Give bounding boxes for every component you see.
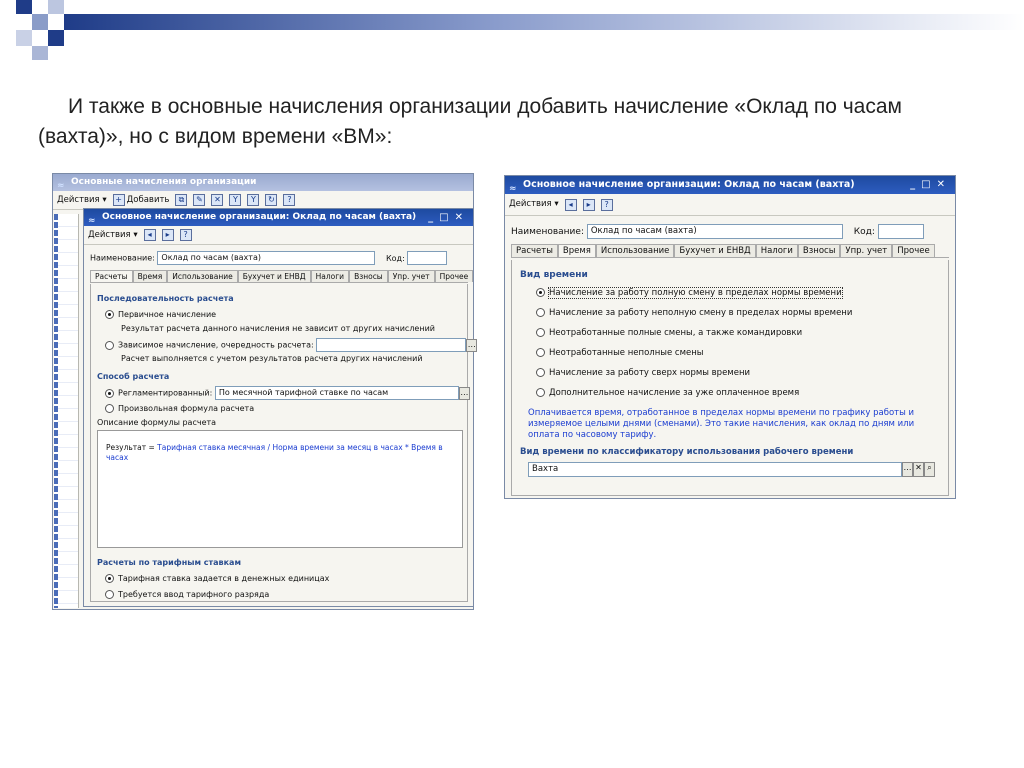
right-name-row (511, 224, 924, 239)
seq-section-title: Последовательность расчета (97, 294, 234, 303)
prev-icon[interactable]: ◂ (144, 229, 156, 241)
name-input[interactable]: Оклад по часам (вахта) (587, 224, 843, 239)
tab-management[interactable]: Упр. учет (840, 244, 892, 257)
time-option-label: Начисление за работу сверх нормы времени (549, 368, 751, 378)
select-button[interactable]: … (902, 462, 913, 477)
radio-icon (536, 308, 545, 317)
decor-square-6 (32, 46, 48, 60)
classifier-section-title: Вид времени по классификатору использования рабочего времени (520, 447, 854, 457)
prev-icon[interactable]: ◂ (565, 199, 577, 211)
list-column-bar (54, 214, 58, 608)
time-option-radio[interactable] (536, 348, 704, 358)
left-titlebar (84, 209, 473, 226)
tab-accounting[interactable]: Бухучет и ЕНВД (674, 244, 755, 257)
left-window-title: Основное начисление организации: Оклад по часам (вахта) (102, 212, 417, 222)
left-name-row (90, 251, 447, 265)
clear-icon[interactable]: ✕ (913, 462, 924, 477)
radio-icon (536, 368, 545, 377)
regulated-radio[interactable] (105, 386, 470, 400)
window-controls[interactable]: _□✕ (910, 179, 951, 190)
name-label: Наименование: (511, 227, 584, 237)
radio-icon (105, 590, 114, 599)
window-icon: ≈ (88, 216, 96, 226)
right-toolbar (505, 194, 955, 216)
code-input[interactable] (878, 224, 924, 239)
filter-off-icon[interactable]: Y (247, 194, 259, 206)
dependent-radio[interactable] (105, 338, 477, 352)
tab-accounting[interactable]: Бухучет и ЕНВД (238, 270, 311, 282)
decor-square-3 (48, 0, 64, 14)
window-controls[interactable]: _□✕ (428, 212, 469, 223)
bg-actions-label: Действия (57, 194, 100, 205)
left-form-window (83, 208, 474, 607)
tariff-money-label: Тарифная ставка задается в денежных единицах (118, 574, 330, 583)
decor-square-5 (48, 30, 64, 46)
code-input[interactable] (407, 251, 447, 265)
radio-selected-icon (105, 389, 114, 398)
right-actions-menu[interactable]: Действия ▾ (509, 199, 559, 209)
radio-icon (536, 388, 545, 397)
time-option-label: Дополнительное начисление за уже оплаченное время (549, 388, 800, 398)
left-tab-panel (90, 284, 476, 602)
code-label: Код: (385, 253, 405, 263)
left-toolbar (84, 226, 473, 245)
bg-add-button[interactable] (113, 191, 170, 210)
tab-time[interactable]: Время (558, 244, 596, 257)
left-actions-menu[interactable]: Действия ▾ (88, 229, 138, 240)
tab-taxes[interactable]: Налоги (756, 244, 798, 257)
radio-icon (105, 404, 114, 413)
window-icon: ≈ (509, 184, 517, 194)
select-button[interactable]: … (459, 387, 470, 400)
time-option-label: Начисление за работу полную смену в пределах нормы времени (549, 288, 842, 298)
bg-add-label: Добавить (126, 194, 170, 205)
time-description: Оплачивается время, отработанное в пределах нормы времени по графику работы и измеряемое целыми днями (сменами). Это такие начисления, как оклад по дням или оплата по часовому тарифу. (528, 408, 915, 440)
time-option-radio[interactable] (536, 388, 799, 398)
formula-box (97, 430, 463, 548)
tariff-section-title: Расчеты по тарифным ставкам (97, 558, 241, 567)
bg-window-title: Основные начисления организации (71, 177, 257, 187)
time-option-radio[interactable] (536, 368, 750, 378)
tab-calc[interactable]: Расчеты (511, 244, 558, 257)
regulated-input[interactable]: По месячной тарифной ставке по часам (215, 386, 459, 400)
tab-contributions[interactable]: Взносы (798, 244, 841, 257)
decor-square-1 (16, 0, 32, 14)
tariff-grade-label: Требуется ввод тарифного разряда (118, 590, 270, 599)
tab-calc[interactable]: Расчеты (90, 270, 133, 282)
filter-icon[interactable]: Y (229, 194, 241, 206)
radio-selected-icon (536, 288, 545, 297)
tab-taxes[interactable]: Налоги (311, 270, 349, 282)
radio-icon (536, 328, 545, 337)
add-icon: + (113, 194, 125, 206)
radio-icon (536, 348, 545, 357)
help-icon[interactable]: ? (180, 229, 192, 241)
code-label: Код: (853, 227, 875, 237)
right-tab-panel (511, 260, 949, 496)
classifier-input[interactable]: Вахта (528, 462, 902, 477)
time-option-radio[interactable] (536, 288, 842, 298)
tab-management[interactable]: Упр. учет (388, 270, 435, 282)
primary-radio[interactable] (105, 310, 216, 319)
right-window-title: Основное начисление организации: Оклад по часам (вахта) (523, 179, 855, 190)
primary-desc: Результат расчета данного начисления не зависит от других начислений (121, 324, 435, 333)
time-option-label: Начисление за работу неполную смену в пределах нормы времени (549, 308, 853, 318)
time-option-radio[interactable] (536, 328, 802, 338)
search-icon[interactable]: ⌕ (924, 462, 935, 477)
radio-selected-icon (105, 310, 114, 319)
tab-usage[interactable]: Использование (596, 244, 674, 257)
tariff-grade-radio[interactable] (105, 590, 269, 599)
time-section-title: Вид времени (520, 270, 588, 280)
help-icon[interactable]: ? (283, 194, 295, 206)
radio-icon (105, 341, 114, 350)
tab-other[interactable]: Прочее (435, 270, 474, 282)
formula-label: Описание формулы расчета (97, 418, 217, 427)
decor-square-4 (16, 30, 32, 46)
classifier-row (528, 462, 935, 477)
bg-window-titlebar (53, 174, 473, 191)
edit-icon[interactable]: ✎ (193, 194, 205, 206)
next-icon[interactable]: ▸ (162, 229, 174, 241)
name-input[interactable]: Оклад по часам (вахта) (157, 251, 375, 265)
dependent-desc: Расчет выполняется с учетом результатов расчета других начислений (121, 354, 423, 363)
decor-square-2 (32, 14, 48, 30)
left-tabs (90, 270, 468, 283)
tab-contributions[interactable]: Взносы (349, 270, 388, 282)
help-icon[interactable]: ? (601, 199, 613, 211)
arbitrary-radio[interactable] (105, 404, 254, 413)
regulated-label: Регламентированный: (118, 388, 213, 398)
bg-actions-menu[interactable]: Действия ▾ (57, 194, 107, 205)
tab-time[interactable]: Время (133, 270, 168, 282)
refresh-icon[interactable]: ↻ (265, 194, 277, 206)
tab-usage[interactable]: Использование (167, 270, 237, 282)
right-actions-label: Действия (509, 199, 552, 209)
list-rows (57, 214, 79, 608)
arbitrary-label: Произвольная формула расчета (118, 404, 255, 413)
window-icon: ≈ (57, 181, 65, 191)
decor-bar (64, 14, 1024, 30)
tab-other[interactable]: Прочее (892, 244, 934, 257)
time-option-label: Неотработанные полные смены, а также командировки (549, 328, 803, 338)
delete-icon[interactable]: ✕ (211, 194, 223, 206)
right-form-window (504, 175, 956, 499)
copy-icon[interactable]: ⧉ (175, 194, 187, 206)
right-titlebar (505, 176, 955, 194)
formula-prefix: Результат = (106, 443, 155, 452)
name-label: Наименование: (90, 253, 155, 263)
order-input[interactable] (316, 338, 466, 352)
left-actions-label: Действия (88, 229, 131, 240)
time-option-radio[interactable] (536, 308, 852, 318)
right-tabs (511, 244, 949, 258)
radio-selected-icon (105, 574, 114, 583)
next-icon[interactable]: ▸ (583, 199, 595, 211)
dependent-label: Зависимое начисление, очередность расчета: (118, 340, 314, 350)
select-button[interactable]: … (466, 339, 477, 352)
method-section-title: Способ расчета (97, 372, 170, 381)
slide-paragraph: И также в основные начисления организации добавить начисление «Оклад по часам (вахта)», но с видом времени «ВМ»: (38, 95, 902, 148)
formula-body: Тарифная ставка месячная / Норма времени за месяц в часах * Время в часах (106, 443, 443, 462)
primary-label: Первичное начисление (118, 310, 217, 319)
tariff-money-radio[interactable] (105, 574, 329, 583)
time-option-label: Неотработанные неполные смены (549, 348, 704, 358)
